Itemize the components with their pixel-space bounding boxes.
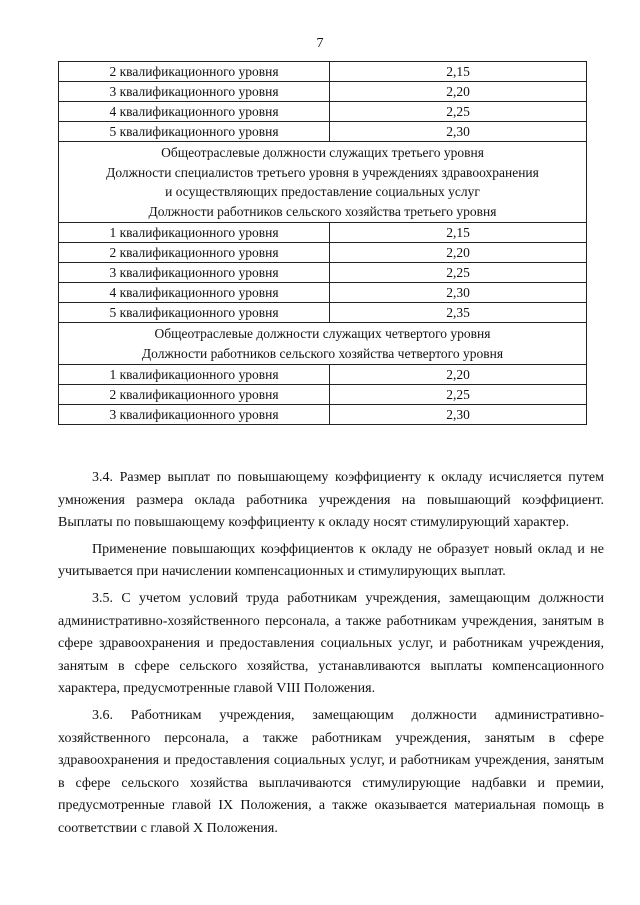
coefficient-cell: 2,35	[330, 303, 587, 323]
level-cell: 3 квалификационного уровня	[59, 82, 330, 102]
level-cell: 1 квалификационного уровня	[59, 365, 330, 385]
group-header-row	[59, 323, 587, 365]
coefficient-cell: 2,25	[330, 385, 587, 405]
page-number: 7	[316, 36, 324, 51]
table-row	[59, 365, 587, 385]
table-row	[59, 243, 587, 263]
level-cell: 3 квалификационного уровня	[59, 263, 330, 283]
group-header-line: Должности работников сельского хозяйства третьего уровня	[148, 203, 497, 219]
coefficient-cell: 2,30	[330, 283, 587, 303]
coefficient-cell: 2,15	[330, 62, 587, 82]
table-row	[59, 102, 587, 122]
level-cell: 3 квалификационного уровня	[59, 405, 330, 425]
coefficient-cell: 2,20	[330, 365, 587, 385]
table-row	[59, 303, 587, 323]
level-cell: 4 квалификационного уровня	[59, 102, 330, 122]
table-row	[59, 223, 587, 243]
coefficient-cell: 2,15	[330, 223, 587, 243]
level-cell: 1 квалификационного уровня	[59, 223, 330, 243]
group-header-line: и осуществляющих предоставление социальных услуг	[165, 184, 480, 199]
table-row	[59, 122, 587, 142]
coefficient-cell: 2,20	[330, 243, 587, 263]
level-cell: 2 квалификационного уровня	[59, 62, 330, 82]
coefficient-cell: 2,20	[330, 82, 587, 102]
coefficient-table	[58, 61, 587, 425]
group-header-line: Должности специалистов третьего уровня в учреждениях здравоохранения	[106, 164, 539, 180]
level-cell: 4 квалификационного уровня	[59, 283, 330, 303]
table-row	[59, 263, 587, 283]
table-row	[59, 82, 587, 102]
group-header-line: Общеотраслевые должности служащих четвертого уровня	[154, 326, 491, 341]
coefficient-cell: 2,30	[330, 122, 587, 142]
level-cell: 5 квалификационного уровня	[59, 122, 330, 142]
level-cell: 2 квалификационного уровня	[59, 243, 330, 263]
table-row	[59, 62, 587, 82]
level-cell: 5 квалификационного уровня	[59, 303, 330, 323]
paragraph-3-6: 3.6. Работникам учреждения, замещающим должности административно-хозяйственного персонала, а также работникам учреждения, занятым в сфере здравоохранения и предоставления социальных услуг, и работникам учреждения, занятым в сфере сельского хозяйства выплачиваются стимулирующие надбавки и премии, предусмотренные главой IX Положения, а также оказывается материальная помощь в соответствии с главой X Положения.	[58, 707, 604, 836]
table-row	[59, 385, 587, 405]
coefficient-cell: 2,30	[330, 405, 587, 425]
group-header-fourth-level	[59, 323, 587, 365]
group-header-line: Общеотраслевые должности служащих третьего уровня	[161, 145, 484, 160]
paragraph-3-4: 3.4. Размер выплат по повышающему коэффициенту к окладу исчисляется путем умножения размера оклада работника учреждения на повышающий коэффициент. Выплаты по повышающему коэффициенту к окладу носят стимулирующий характер.	[58, 470, 604, 531]
group-header-row	[59, 142, 587, 223]
table-row	[59, 405, 587, 425]
body-text	[58, 467, 604, 845]
coefficient-cell: 2,25	[330, 102, 587, 122]
group-header-line: Должности работников сельского хозяйства четвертого уровня	[141, 345, 504, 361]
paragraph-3-5: 3.5. С учетом условий труда работникам учреждения, замещающим должности административно-хозяйственного персонала, а также работникам учреждения, занятым в сфере здравоохранения и предоставления социальных услуг, и работникам учреждения, занятым в сфере сельского хозяйства, устанавливаются выплаты компенсационного характера, предусмотренные главой VIII Положения.	[58, 590, 604, 697]
table-row	[59, 283, 587, 303]
coefficient-cell: 2,25	[330, 263, 587, 283]
group-header-third-level	[59, 142, 587, 223]
paragraph-coefficients-note: Применение повышающих коэффициентов к окладу не образует новый оклад и не учитывается при начислении компенсационных и стимулирующих выплат.	[58, 541, 604, 580]
level-cell: 2 квалификационного уровня	[59, 385, 330, 405]
